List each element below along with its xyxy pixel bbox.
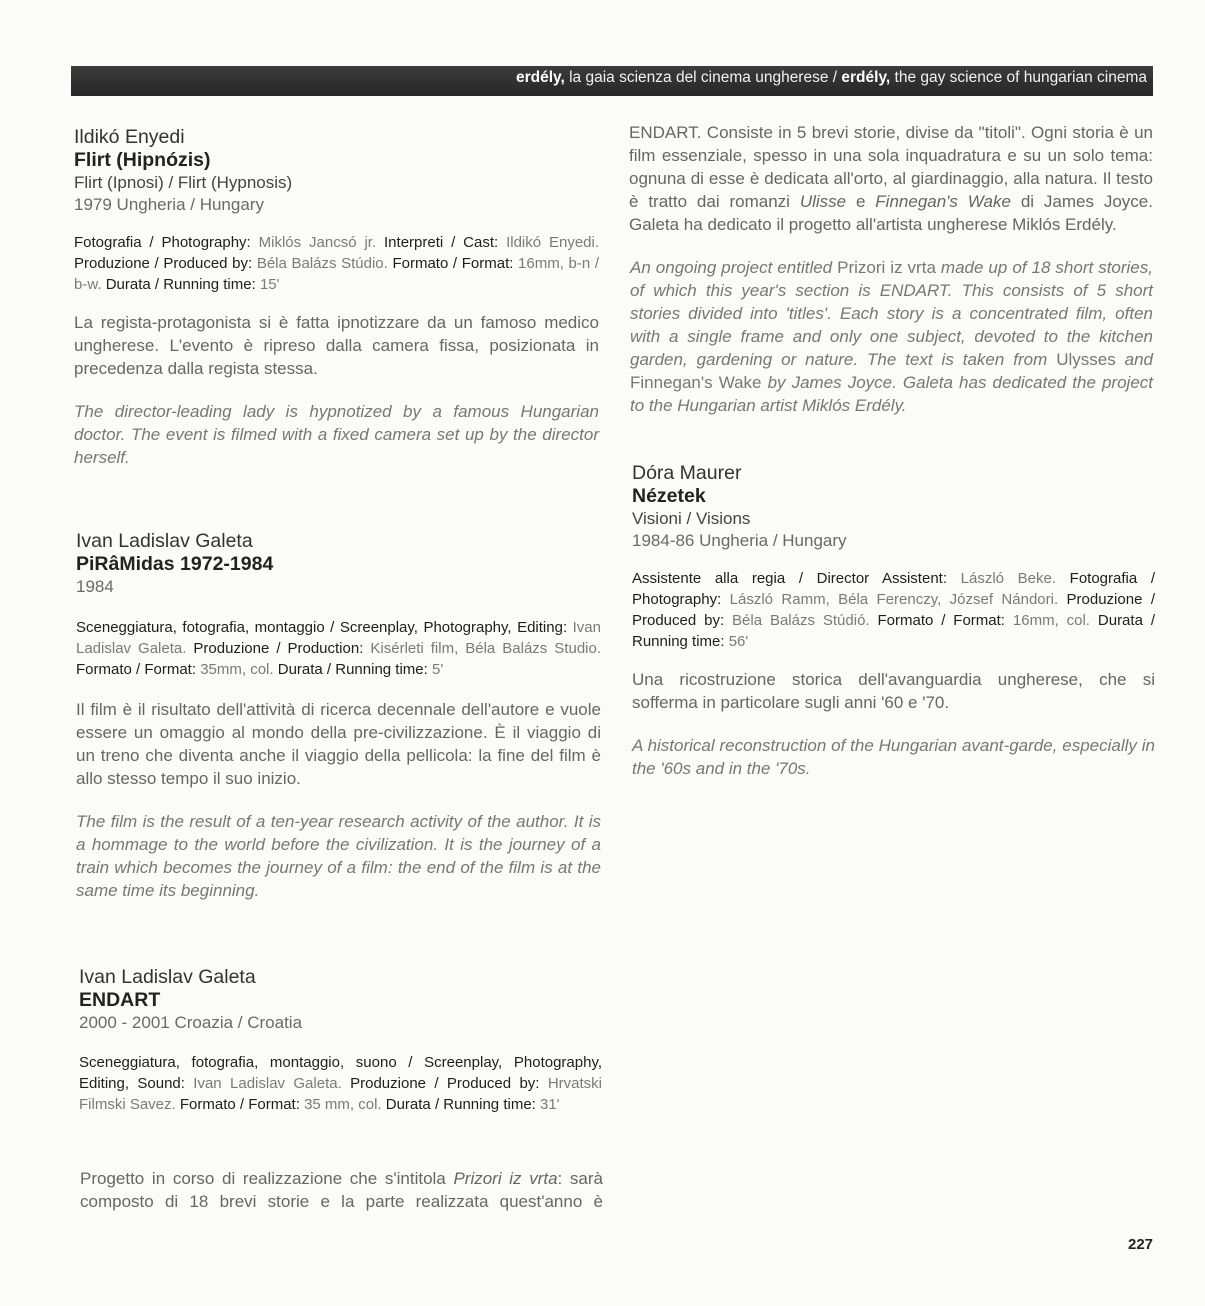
- header-en-text: the gay science of hungarian cinema: [890, 69, 1147, 86]
- credit-key: Formato / Format:: [179, 1096, 305, 1113]
- synopsis-english: The director-leading lady is hypnotized by a famous Hungarian doctor. The event is filmed with a fixed camera set up by the director herself.: [74, 402, 599, 467]
- credit-key: Durata / Running time:: [105, 276, 260, 293]
- credit-value: Béla Balázs Stúdio.: [256, 255, 393, 272]
- credit-value: 31': [540, 1096, 560, 1113]
- synopsis-fragment: Progetto in corso di realizzazione che s'intitola: [80, 1169, 454, 1188]
- film-title: Flirt (Hipnózis): [74, 149, 211, 171]
- film-alt-title: Flirt (Ipnosi) / Flirt (Hypnosis): [74, 173, 293, 192]
- synopsis-italian: Una ricostruzione storica dell'avanguardia ungherese, che si sofferma in particolare sugli anni '60 e '70.: [632, 670, 1155, 712]
- synopsis-fragment: di James Joyce. Galeta ha dedicato il progetto all'artista ungherese Miklós Erdély.: [629, 192, 1153, 234]
- synopsis-fragment: by James Joyce. Galeta has dedicated the project to the Hungarian artist Miklós Erdély.: [630, 373, 1153, 415]
- film-entry-piramidas: [76, 530, 601, 902]
- synopsis-italian: La regista-protagonista si è fatta ipnotizzare da un famoso medico ungherese. L'evento è ripreso dalla camera fissa, posizionata in precedenza dalla regista stessa.: [74, 313, 599, 378]
- film-year-country: 1984-86 Ungheria / Hungary: [632, 531, 847, 550]
- header-it-bold: erdély,: [515, 69, 565, 86]
- credit-key: Fotografia / Photography:: [632, 570, 1156, 608]
- credit-key: Produzione / Produced by:: [74, 255, 257, 272]
- credit-value: 16mm, b-n / b-w.: [74, 255, 599, 293]
- section-header-banner: [71, 66, 1153, 96]
- synopsis-fragment: and: [1115, 350, 1153, 369]
- credit-key: Interpreti / Cast:: [384, 234, 507, 251]
- film-author: Ivan Ladislav Galeta: [79, 966, 256, 988]
- synopsis-fragment-upright: Finnegan's Wake: [630, 373, 762, 392]
- film-title: PiRâMidas 1972-1984: [76, 553, 274, 575]
- film-credits: [76, 617, 601, 680]
- synopsis-fragment: ENDART. Consiste in 5 brevi storie, divise da "titoli". Ogni storia è un film essenziale, spesso in una sola inquadratura e su un solo tema: ognuna di esse è dedicata all'orto, al giardinaggio, alla natura. Il testo è tratto dai romanzi: [629, 123, 1153, 211]
- synopsis-english: The film is the result of a ten-year research activity of the author. It is a hommage to the world before the civilization. It is the journey of a train which becomes the journey of a film: the end of the film is at the same time its beginning.: [76, 812, 601, 900]
- credit-value: Béla Balázs Stúdió.: [732, 612, 878, 629]
- credit-key: Fotografia / Photography:: [74, 234, 259, 251]
- synopsis-fragment-italic: Finnegan's Wake: [875, 192, 1011, 211]
- credit-key: Assistente alla regia / Director Assistent:: [632, 570, 961, 587]
- synopsis-fragment-italic: Ulisse: [799, 192, 847, 211]
- synopsis-fragment: e: [846, 192, 876, 211]
- credit-key: Formato / Format:: [392, 255, 519, 272]
- credit-key: Durata / Running time:: [277, 661, 432, 678]
- credit-value: 35 mm, col.: [304, 1096, 386, 1113]
- credit-key: Sceneggiatura, fotografia, montaggio, suono / Screenplay, Photography, Editing, Sound:: [79, 1054, 602, 1092]
- page-number: 227: [1128, 1236, 1154, 1253]
- credit-value: Ildikó Enyedi.: [506, 234, 600, 251]
- synopsis-italian: Il film è il risultato dell'attività di ricerca decennale dell'autore e vuole essere un omaggio al mondo della pre-civilizzazione. È il viaggio di un treno che diventa anche il viaggio della pellicola: la fine del film è allo stesso tempo il suo inizio.: [76, 700, 601, 788]
- film-author: Ivan Ladislav Galeta: [76, 530, 253, 552]
- synopsis-italian-text: [80, 1167, 603, 1213]
- synopsis-italian-text: [629, 121, 1153, 236]
- film-entry-nezetek: [632, 462, 1155, 780]
- synopsis-fragment-upright: Prizori iz vrta: [837, 258, 936, 277]
- film-credits: [74, 232, 599, 295]
- synopsis-fragment-upright: Ulysses: [1056, 350, 1116, 369]
- film-credits: [79, 1052, 602, 1115]
- film-author: Ildikó Enyedi: [74, 126, 185, 148]
- header-en-bold: erdély,: [841, 69, 891, 86]
- credit-value: 56': [728, 633, 749, 650]
- synopsis-english: A historical reconstruction of the Hungarian avant-garde, especially in the '60s and in the '70s.: [632, 736, 1155, 778]
- credit-value: Ivan Ladislav Galeta.: [193, 1075, 351, 1092]
- synopsis-english-text: [630, 256, 1153, 417]
- credit-value: 35mm, col.: [200, 661, 278, 678]
- film-title: ENDART: [79, 989, 161, 1011]
- synopsis-fragment: made up of 18 short stories, of which this year's section is ENDART. This consists of 5 short stories divided into 'titles'. Each story is a concentrated film, often with a single frame and only one subject, devoted to the kitchen garden, gardening or nature. The text is taken from: [630, 258, 1153, 369]
- synopsis-english-endart: [630, 256, 1153, 417]
- film-author: Dóra Maurer: [632, 462, 742, 484]
- header-it-text: la gaia scienza del cinema ungherese /: [564, 69, 842, 86]
- credit-key: Durata / Running time:: [632, 612, 1155, 650]
- credit-key: Durata / Running time:: [385, 1096, 540, 1113]
- credit-value: 16mm, col.: [1012, 612, 1098, 629]
- film-entry-endart: [79, 966, 602, 1115]
- film-year-country: 2000 - 2001 Croazia / Croatia: [79, 1013, 303, 1032]
- credit-value: László Ramm, Béla Ferenczy, József Nándori.: [729, 591, 1067, 608]
- credit-key: Formato / Format:: [877, 612, 1013, 629]
- credit-value: 15': [259, 276, 280, 293]
- synopsis-fragment: An ongoing project entitled: [630, 258, 838, 277]
- film-alt-title: Visioni / Visions: [632, 509, 751, 528]
- credit-key: Produzione / Produced by:: [350, 1075, 548, 1092]
- film-entry-flirt: [74, 126, 599, 469]
- credit-value: 5': [431, 661, 444, 678]
- credit-value: Ivan Ladislav Galeta.: [76, 619, 601, 657]
- film-title: Nézetek: [632, 485, 706, 507]
- credit-value: Hrvatski Filmski Savez.: [79, 1075, 602, 1113]
- credit-key: Produzione / Production:: [193, 640, 371, 657]
- synopsis-italian-endart-part2: [629, 121, 1153, 236]
- credit-key: Produzione / Produced by:: [632, 591, 1155, 629]
- credit-key: Sceneggiatura, fotografia, montaggio / Screenplay, Photography, Editing:: [76, 619, 573, 636]
- credit-value: Miklós Jancsó jr.: [258, 234, 385, 251]
- synopsis-italian-endart-part1: [80, 1167, 603, 1213]
- film-year-country: 1979 Ungheria / Hungary: [74, 195, 264, 214]
- credit-key: Formato / Format:: [76, 661, 201, 678]
- credit-value: László Beke.: [960, 570, 1070, 587]
- film-year-country: 1984: [76, 577, 114, 596]
- synopsis-fragment-italic: Prizori iz vrta: [453, 1169, 558, 1188]
- film-credits: [632, 568, 1155, 652]
- credit-value: Kisérleti film, Béla Balázs Studio.: [370, 640, 602, 657]
- synopsis-fragment: : sarà composto di 18 brevi storie e la parte realizzata quest'anno è: [80, 1169, 603, 1211]
